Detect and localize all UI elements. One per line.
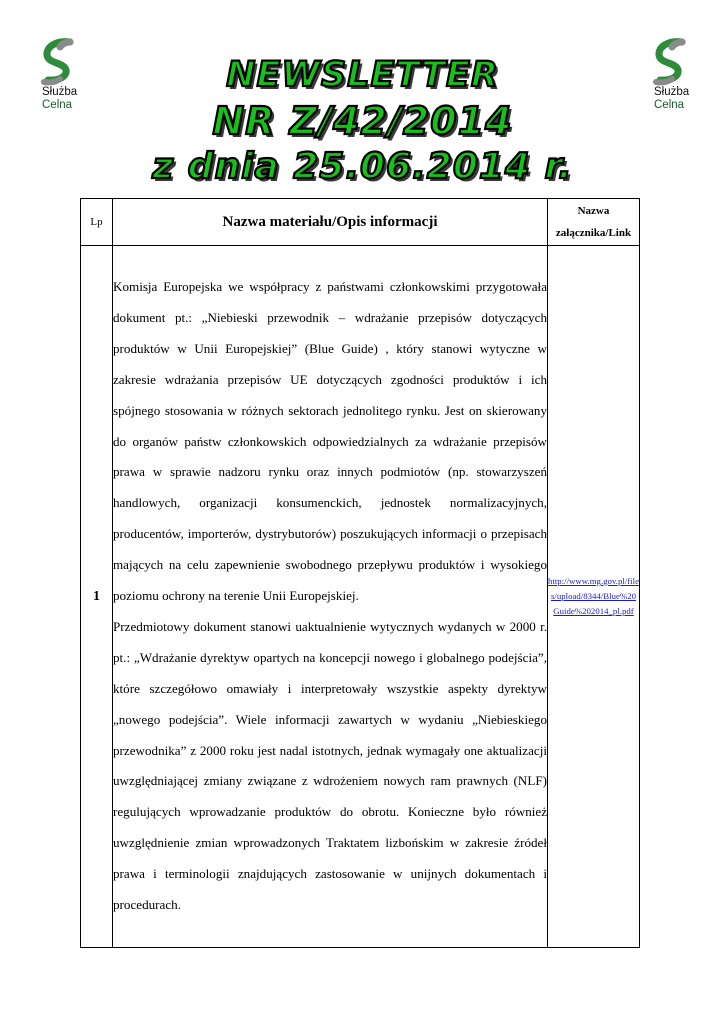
row-number: 1 [81,246,113,948]
title-line-date: z dnia 25.06.2014 r. [152,146,573,187]
title-line-number: NR Z/42/2014 [212,99,513,143]
description-paragraph: Komisja Europejska we współpracy z państwami członkowskimi przygotowała dokument pt.: „Niebieski przewodnik – wdrażanie przepisów dotyczących produktów w Unii Europejskiej” (Blue Guide) , który stanowi wytyczne w zakresie wdrażania przepisów UE dotyczących zgodności produktów i ich spójnego stosowania w różnych sektorach jednolitego rynku. Jest on skierowany do organów państw członkowskich odpowiedzialnych za wdrażanie przepisów prawa w sprawie nadzoru rynku oraz innych podmiotów (np. stowarzyszeń handlowych, organizacji konsumenckich, jednostek normalizacyjnych, producentów, importerów, dystrybutorów) poszukujących informacji o przepisach mających na celu zapewnienie swobodnego przepływu produktów i wysokiego poziomu ochrony na terenie Unii Europejskiej. [113,278,547,604]
logo-text-sluzba: Służba [654,86,690,98]
description-paragraph: Przedmiotowy dokument stanowi uaktualnienie wytycznych wydanych w 2000 r. pt.: „Wdrażanie dyrektyw opartych na koncepcji nowego i globalnego podejścia”, które szczegółowo omawiały i interpretowały wszystkie aspekty dyrektyw „nowego podejścia”. Wiele informacji zawartych w wydaniu „Niebieskiego przewodnika” z 2000 roku jest nadal istotnych, jednak wymagały one aktualizacji uwzględniającej zmiany związane z wdrożeniem nowych ram prawnych (NLF) regulujących wprowadzanie produktów do obrotu. Konieczne było również uwzględnienie zmian wprowadzonych Traktatem lizbońskim w zakresie źródeł prawa i terminologii znajdujących zastosowanie w unijnych dokumentach i procedurach. [113,618,547,913]
newsletter-title [100,52,625,190]
column-header-name: Nazwa materiału/Opis informacji [113,199,548,246]
table-header-row [81,199,640,246]
sluzba-celna-logo-right [652,38,708,114]
row-attachment [548,246,640,948]
title-line-newsletter: NEWSLETTER [226,55,499,95]
sluzba-celna-logo-left [40,38,96,114]
column-header-attachment: Nazwa załącznika/Link [548,199,640,246]
logo-text-celna: Celna [42,99,73,111]
sluzba-celna-emblem-icon [40,38,80,86]
table-row [81,246,640,948]
row-description [113,246,548,948]
attachment-link[interactable]: http://www.mg.gov.pl/files/upload/8344/Blue%20Guide%202014_pl.pdf [548,576,639,616]
newsletter-table [80,198,640,948]
logo-text-sluzba: Służba [42,86,78,98]
logo-text-celna: Celna [654,99,685,111]
sluzba-celna-emblem-icon [652,38,692,86]
column-header-lp: Lp [81,199,113,246]
